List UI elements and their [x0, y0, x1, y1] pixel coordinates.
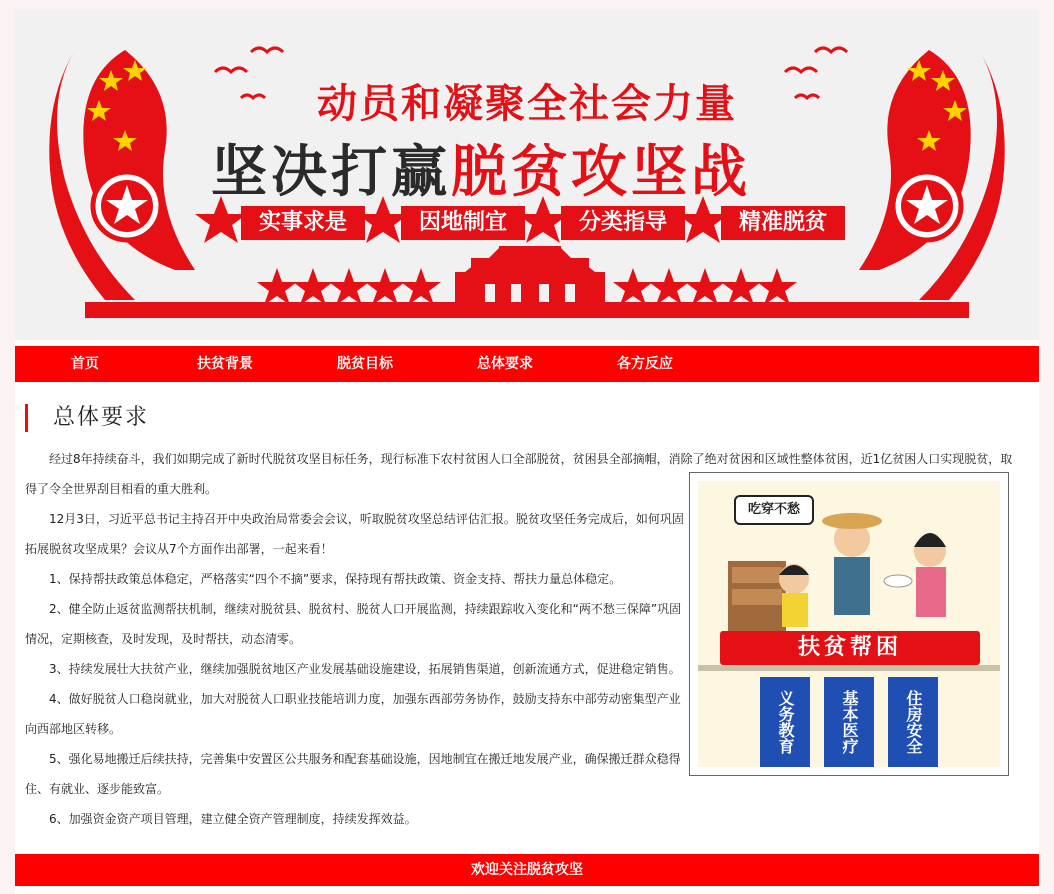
nav-item-reactions[interactable]: 各方反应: [617, 356, 673, 372]
header-banner: [15, 10, 1039, 340]
section-title: 总体要求: [53, 405, 150, 430]
banner-main-slogan: [211, 128, 751, 208]
banner-slogan-4: 精准脱贫: [721, 206, 845, 240]
poverty-aid-illustration: [689, 472, 1009, 776]
article-paragraph: 3、持续发展壮大扶贫产业，继续加强脱贫地区产业发展基础设施建设，拓展销售渠道，创新流通方式，促进稳定销售。: [49, 662, 681, 676]
illustration-speech-bubble: 吃穿不愁: [734, 495, 814, 525]
section-title-accent: [25, 404, 28, 432]
banner-slogan-3: 分类指导: [561, 206, 685, 240]
article-paragraph: 经过8年持续奋斗，我们如期完成了新时代脱贫攻坚目标任务，现行标准下农村贫困人口全部脱贫，贫困县全部摘帽，消除了绝对贫困和区域性整体贫困，近1亿贫困人口实现脱贫，取得了令全世界刮目相看的重大胜利。: [25, 452, 1013, 496]
pillar-education: 义务教育: [760, 677, 810, 767]
banner-headline: 动员和凝聚全社会力量: [317, 81, 737, 127]
banner-slogan-2: 因地制宜: [401, 206, 525, 240]
banner-slogan-black: 坚决打赢: [211, 139, 451, 205]
illustration-canvas: [698, 481, 1000, 767]
pillar-housing: 住房安全: [888, 677, 938, 767]
banner-slogan-1: 实事求是: [241, 206, 365, 240]
article-paragraph: 1、保持帮扶政策总体稳定，严格落实“四个不摘”要求，保持现有帮扶政策、资金支持、帮扶力量总体稳定。: [49, 572, 622, 586]
illustration-banner: 扶贫帮困: [720, 631, 980, 665]
nav-item-background[interactable]: 扶贫背景: [197, 356, 253, 372]
article-paragraph: 12月3日，习近平总书记主持召开中央政治局常委会会议，听取脱贫攻坚总结评估汇报。脱贫攻坚任务完成后，如何巩固拓展脱贫攻坚成果？会议从7个方面作出部署，一起来看！: [25, 512, 684, 556]
footer-bar: 欢迎关注脱贫攻坚: [15, 854, 1039, 886]
article-paragraph: 6、加强资金资产项目管理，建立健全资产管理制度，持续发挥效益。: [49, 812, 417, 826]
main-nav: [15, 346, 1039, 382]
article-paragraph: 5、强化易地搬迁后续扶持，完善集中安置区公共服务和配套基础设施，因地制宜在搬迁地发展产业，确保搬迁群众稳得住、有就业、逐步能致富。: [25, 752, 681, 796]
banner-slogan-red: 脱贫攻坚战: [451, 139, 751, 205]
nav-item-goals[interactable]: 脱贫目标: [337, 356, 393, 372]
nav-item-requirements[interactable]: 总体要求: [477, 356, 533, 372]
article-paragraph: 2、健全防止返贫监测帮扶机制，继续对脱贫县、脱贫村、脱贫人口开展监测，持续跟踪收入变化和“两不愁三保障”巩固情况，定期核查，及时发现，及时帮扶，动态清零。: [25, 602, 682, 646]
nav-item-home[interactable]: 首页: [71, 356, 99, 372]
pillar-medical: 基本医疗: [824, 677, 874, 767]
article-paragraph: 4、做好脱贫人口稳岗就业，加大对脱贫人口职业技能培训力度，加强东西部劳务协作，鼓励支持东中部劳动密集型产业向西部地区转移。: [25, 692, 681, 736]
page: [15, 10, 1039, 894]
